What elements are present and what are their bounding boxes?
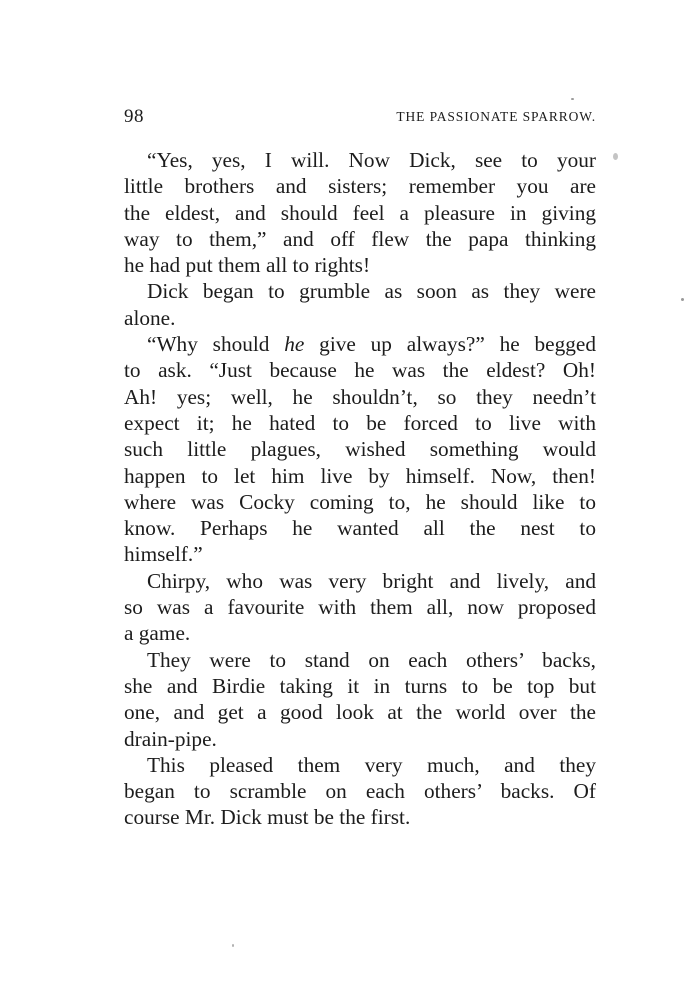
running-head xyxy=(124,106,596,128)
text-line: the eldest, and should feel a pleasure in giving xyxy=(124,200,596,225)
text-line: alone. xyxy=(124,305,176,330)
body-text xyxy=(124,147,596,831)
scan-speck xyxy=(232,944,234,947)
text-line: himself.” xyxy=(124,542,203,567)
text-line: They were to stand on each others’ backs, xyxy=(147,647,596,672)
page-number: 98 xyxy=(124,106,144,127)
text-line: such little plagues, wished something would xyxy=(124,437,596,462)
text-line: where was Cocky coming to, he should like to xyxy=(124,489,596,514)
paragraph-6 xyxy=(124,752,596,831)
text-line: to ask. “Just because he was the eldest? Oh! xyxy=(124,358,596,383)
text-line: “Yes, yes, I will. Now Dick, see to your xyxy=(147,148,596,172)
text-line: little brothers and sisters; remember you are xyxy=(124,174,596,199)
text-line: Dick began to grumble as soon as they were xyxy=(147,279,596,304)
text-line-with-emphasis: “Why should he give up always?” he begged xyxy=(147,332,596,357)
text-line: Ah! yes; well, he shouldn’t, so they needn’t xyxy=(124,384,596,409)
running-title: THE PASSIONATE SPARROW. xyxy=(396,109,596,124)
text-line: she and Birdie taking it in turns to be top but xyxy=(124,673,596,698)
paragraph-1 xyxy=(124,147,596,278)
paragraph-5 xyxy=(124,647,596,752)
text-line: so was a favourite with them all, now proposed xyxy=(124,595,596,620)
paragraph-4 xyxy=(124,568,596,647)
text-line: know. Perhaps he wanted all the nest to xyxy=(124,516,596,541)
text-line: Chirpy, who was very bright and lively, and xyxy=(147,568,596,593)
scan-speck xyxy=(681,298,684,301)
text-line: he had put them all to rights! xyxy=(124,253,371,278)
text-line: expect it; he hated to be forced to live with xyxy=(124,410,596,435)
text-line: a game. xyxy=(124,621,191,646)
scan-speck xyxy=(571,98,574,100)
emphasized-word: he xyxy=(284,332,305,357)
text-line: happen to let him live by himself. Now, then! xyxy=(124,463,596,488)
text-line: one, and get a good look at the world over the xyxy=(124,700,596,725)
text-line: This pleased them very much, and they xyxy=(147,752,596,777)
text-line: course Mr. Dick must be the first. xyxy=(124,805,411,830)
text-line: began to scramble on each others’ backs. Of xyxy=(124,779,596,804)
scan-speck xyxy=(613,153,618,160)
paragraph-2 xyxy=(124,278,596,331)
text-line: drain-pipe. xyxy=(124,726,217,751)
text-line: way to them,” and off flew the papa thinking xyxy=(124,226,596,251)
paragraph-3 xyxy=(124,331,596,568)
